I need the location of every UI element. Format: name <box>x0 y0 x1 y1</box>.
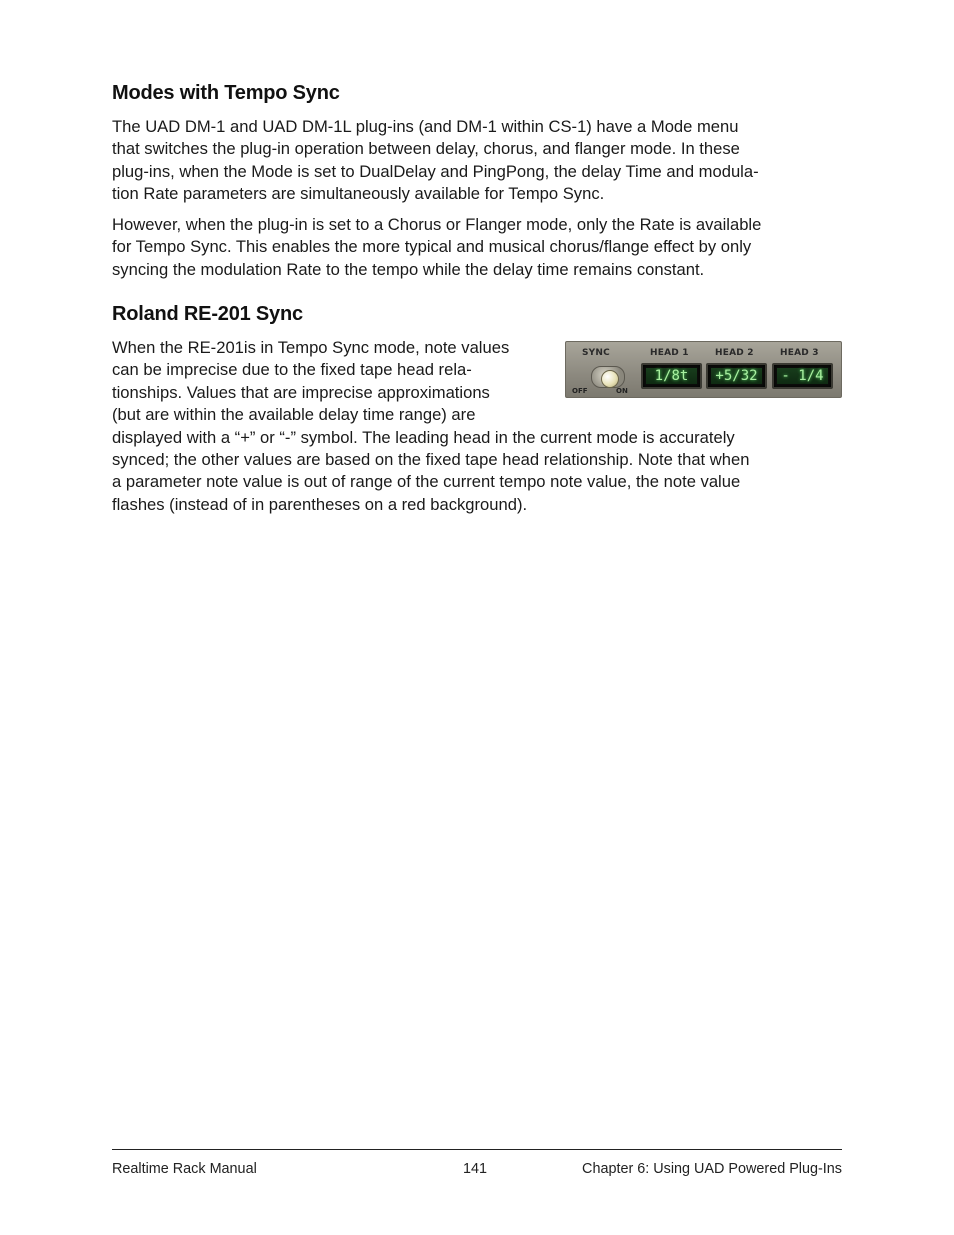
text-line: tionships. Values that are imprecise approximations <box>112 382 490 402</box>
text-line: When the RE-201is in Tempo Sync mode, note values <box>112 338 510 357</box>
head-1-display <box>641 363 702 389</box>
text-line: flashes (instead of in parentheses on a red background). <box>112 494 528 514</box>
paragraph-chorus-flanger <box>112 214 842 281</box>
text-line: that switches the plug-in operation between delay, chorus, and flanger mode. In these <box>112 139 740 159</box>
on-label: ON <box>616 387 628 395</box>
footer-chapter-title: Chapter 6: Using UAD Powered Plug-Ins <box>582 1161 842 1177</box>
sync-label: SYNC <box>582 348 610 358</box>
text-line: can be imprecise due to the fixed tape head rela- <box>112 360 472 380</box>
text-line: synced; the other values are based on the fixed tape head relationship. Note that when <box>112 450 750 470</box>
section-heading-roland: Roland RE-201 Sync <box>112 303 303 325</box>
head-3-value: - 1/4 <box>777 368 828 384</box>
text-line: displayed with a “+” or “-” symbol. The leading head in the current mode is accurately <box>112 427 735 447</box>
text-line: for Tempo Sync. This enables the more typical and musical chorus/flange effect by only <box>112 237 752 257</box>
section-heading-modes: Modes with Tempo Sync <box>112 82 340 104</box>
text-line: (but are within the available delay time range) are <box>112 405 476 425</box>
text-line: plug-ins, when the Mode is set to DualDelay and PingPong, the delay Time and modula- <box>112 161 759 181</box>
head-3-label: HEAD 3 <box>780 348 819 358</box>
re201-sync-panel-image <box>565 341 842 398</box>
head-2-value: +5/32 <box>711 368 762 384</box>
text-line: However, when the plug-in is set to a Chorus or Flanger mode, only the Rate is available <box>112 215 762 234</box>
footer-manual-title: Realtime Rack Manual <box>112 1161 257 1177</box>
head-1-value: 1/8t <box>646 368 697 384</box>
text-line: syncing the modulation Rate to the tempo while the delay time remains constant. <box>112 259 705 279</box>
footer-divider <box>112 1149 842 1150</box>
off-label: OFF <box>572 387 588 395</box>
head-2-display <box>706 363 767 389</box>
text-line: The UAD DM-1 and UAD DM-1L plug-ins (and DM-1 within CS-1) have a Mode menu <box>112 117 739 136</box>
head-1-label: HEAD 1 <box>650 348 689 358</box>
text-line: tion Rate parameters are simultaneously available for Tempo Sync. <box>112 184 605 204</box>
head-3-display <box>772 363 833 389</box>
text-line: a parameter note value is out of range of the current tempo note value, the note value <box>112 472 741 492</box>
footer-page-number: 141 <box>463 1161 488 1177</box>
paragraph-mode-menu <box>112 116 842 206</box>
sync-toggle-switch <box>601 370 619 388</box>
head-2-label: HEAD 2 <box>715 348 754 358</box>
